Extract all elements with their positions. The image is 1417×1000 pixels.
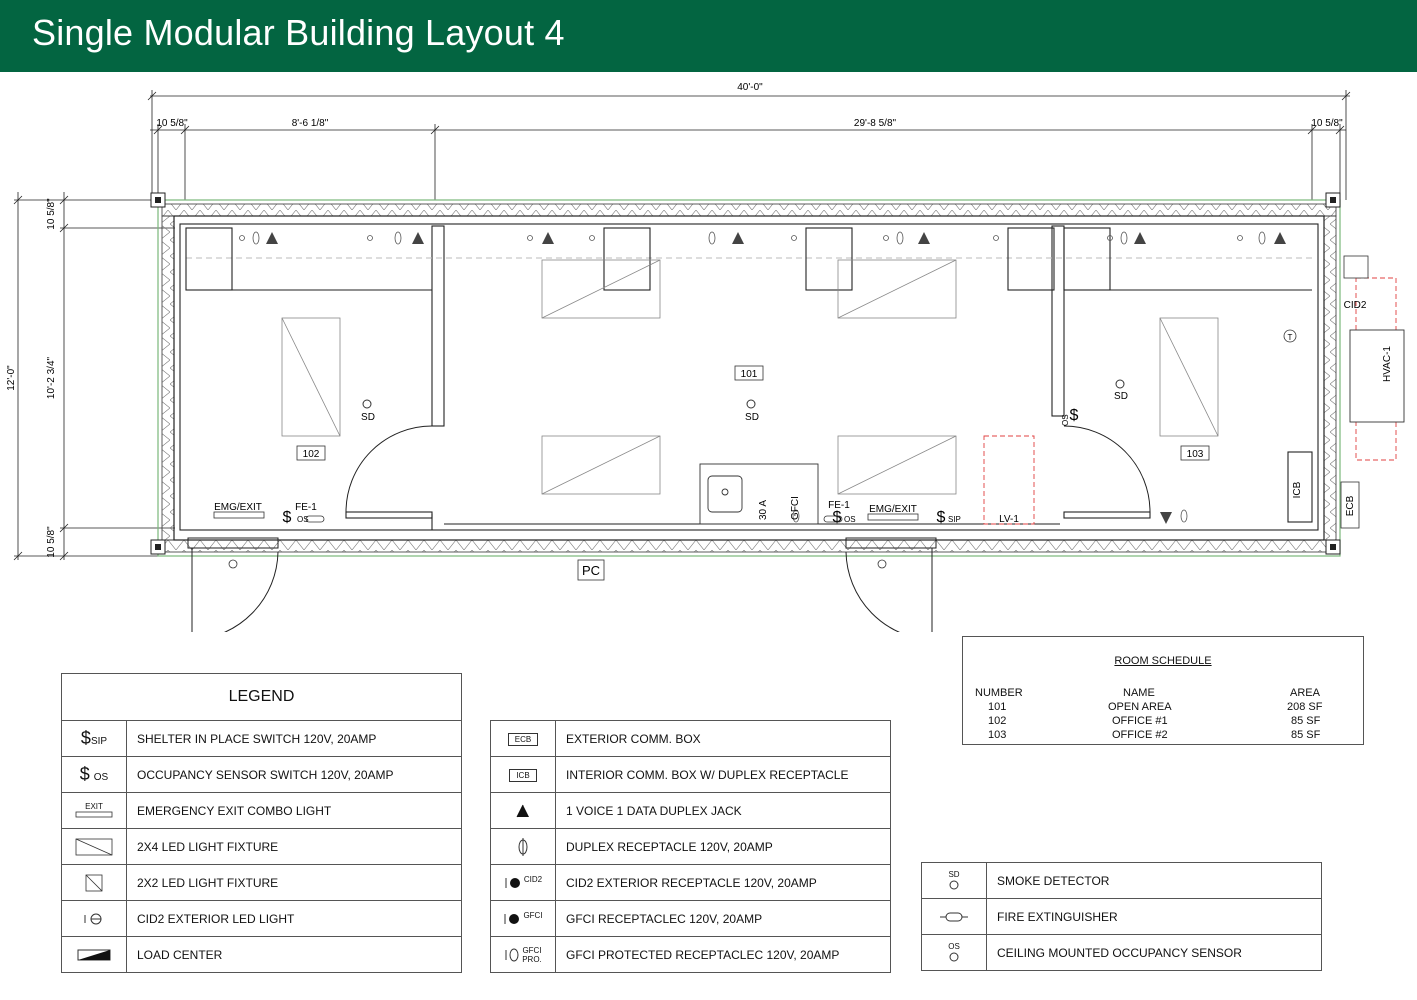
legend-label: INTERIOR COMM. BOX W/ DUPLEX RECEPTACLE <box>556 757 891 793</box>
sd-label: SD <box>1114 391 1128 402</box>
data-jacks <box>266 232 1286 524</box>
hvac-label: HVAC-1 <box>1382 346 1393 382</box>
exterior-light-icon <box>62 901 127 937</box>
exterior-light-icon <box>229 560 886 568</box>
room-schedule-header: NUMBER NAME AREA <box>975 687 1320 699</box>
legend-row <box>491 865 891 901</box>
load-center-icon <box>62 937 127 973</box>
legend-label: OCCUPANCY SENSOR SWITCH 120V, 20AMP <box>127 757 462 793</box>
legend-row <box>62 901 462 937</box>
legend-row <box>922 863 1322 899</box>
legend-label: 1 VOICE 1 DATA DUPLEX JACK <box>556 793 891 829</box>
smoke-detector-icon: SD <box>922 863 987 899</box>
data-jack-icon <box>491 793 556 829</box>
legend-label: 2X4 LED LIGHT FIXTURE <box>127 829 462 865</box>
thermostat-label: T <box>1287 333 1293 342</box>
page-title: Single Modular Building Layout 4 <box>32 12 565 53</box>
gfci-receptacle-icon: GFCI <box>491 901 556 937</box>
legend-label: DUPLEX RECEPTACLE 120V, 20AMP <box>556 829 891 865</box>
switch-symbol: $ <box>832 509 842 526</box>
os-label: OS <box>1061 414 1070 426</box>
legend-table-right <box>921 862 1322 971</box>
gfci-protected-icon: GFCI PRO. <box>491 937 556 973</box>
exit-light-icon: EXIT <box>62 793 127 829</box>
os-label: OS <box>844 515 856 524</box>
legend-label: EXTERIOR COMM. BOX <box>556 721 891 757</box>
dimension-lines <box>14 90 1350 560</box>
legend-title: LEGEND <box>62 674 462 721</box>
smoke-detectors <box>363 380 1124 408</box>
ecb-box-icon: ECB <box>491 721 556 757</box>
legend-row <box>491 937 891 973</box>
icb-label: ICB <box>1292 481 1303 499</box>
switch-symbol: $ <box>1069 407 1079 424</box>
room-tag-101: 101 <box>740 369 758 380</box>
cid2-receptacle-icon: CID2 <box>491 865 556 901</box>
os-switch-icon: $ OS <box>62 757 127 793</box>
table-row: 103 OFFICE #2 85 SF <box>988 729 1321 741</box>
duplex-receptacle-icon <box>491 829 556 865</box>
dim-left-room: 8'-6 1/8" <box>291 118 329 129</box>
sd-label: SD <box>745 412 759 423</box>
fe1-label: FE-1 <box>828 500 850 511</box>
os-label: OS <box>297 515 309 524</box>
title-banner <box>0 0 1417 72</box>
table-row: 101 OPEN AREA 208 SF <box>988 701 1323 713</box>
dim-overall: 40'-0" <box>737 82 763 93</box>
legend-label: SHELTER IN PLACE SWITCH 120V, 20AMP <box>127 721 462 757</box>
sip-switch-icon: $SIP <box>62 721 127 757</box>
dim-overall-height: 12'-0" <box>6 365 17 391</box>
legend-table <box>61 673 462 973</box>
switch-symbol: $ <box>936 509 946 526</box>
room-tag-102: 102 <box>302 449 320 460</box>
dim-right-edge: 10 5/8" <box>1311 118 1343 129</box>
legend-row <box>62 721 462 757</box>
legend-row <box>491 721 891 757</box>
amp30-label: 30 A <box>758 499 769 521</box>
room-schedule-title: ROOM SCHEDULE <box>1114 655 1212 667</box>
legend-row <box>491 829 891 865</box>
legend-row <box>491 757 891 793</box>
floor-plan <box>0 72 1417 632</box>
occupancy-sensor-icon: OS <box>922 935 987 971</box>
legend-label: GFCI RECEPTACLEC 120V, 20AMP <box>556 901 891 937</box>
dim-inner-height: 10'-2 3/4" <box>46 356 57 400</box>
legend-row <box>62 937 462 973</box>
legend-row <box>491 793 891 829</box>
fire-extinguisher-icon <box>922 899 987 935</box>
legend-label: CEILING MOUNTED OCCUPANCY SENSOR <box>987 935 1322 971</box>
sd-label: SD <box>361 412 375 423</box>
legend-label: 2X2 LED LIGHT FIXTURE <box>127 865 462 901</box>
legend-label: CID2 EXTERIOR RECEPTACLE 120V, 20AMP <box>556 865 891 901</box>
ecb-label: ECB <box>1345 495 1356 517</box>
legend-row <box>922 935 1322 971</box>
2x4-fixture-icon <box>62 829 127 865</box>
switch-symbol: $ <box>282 509 292 526</box>
legend-row <box>491 901 891 937</box>
dim-top-edge: 10 5/8" <box>46 198 57 230</box>
legend-label: LOAD CENTER <box>127 937 462 973</box>
pc-label: PC <box>581 563 601 578</box>
dim-right-span: 29'-8 5/8" <box>853 118 897 129</box>
cid2-label: CID2 <box>1343 300 1367 311</box>
legend-row <box>62 829 462 865</box>
icb-box-icon: ICB <box>491 757 556 793</box>
emg-exit-label: EMG/EXIT <box>214 502 262 513</box>
legend-label: EMERGENCY EXIT COMBO LIGHT <box>127 793 462 829</box>
legend-label: GFCI PROTECTED RECEPTACLEC 120V, 20AMP <box>556 937 891 973</box>
room-tag-103: 103 <box>1186 449 1204 460</box>
lv1-label: LV-1 <box>999 514 1019 525</box>
gfci-label: GFCI <box>790 496 801 520</box>
legend-row <box>62 865 462 901</box>
legend-label: FIRE EXTINGUISHER <box>987 899 1322 935</box>
legend-label: SMOKE DETECTOR <box>987 863 1322 899</box>
legend-label: CID2 EXTERIOR LED LIGHT <box>127 901 462 937</box>
dim-bottom-edge: 10 5/8" <box>46 526 57 558</box>
2x2-fixture-icon <box>62 865 127 901</box>
legend-table-middle <box>490 720 891 973</box>
room-schedule <box>962 636 1364 745</box>
emg-exit-label: EMG/EXIT <box>869 504 917 515</box>
sip-label: SIP <box>948 515 961 524</box>
fe1-label: FE-1 <box>295 502 317 513</box>
door-swings <box>188 426 1150 632</box>
legend-row <box>62 793 462 829</box>
dim-left-edge: 10 5/8" <box>156 118 188 129</box>
legend-row <box>922 899 1322 935</box>
table-row: 102 OFFICE #1 85 SF <box>988 715 1321 727</box>
legend-row <box>62 757 462 793</box>
